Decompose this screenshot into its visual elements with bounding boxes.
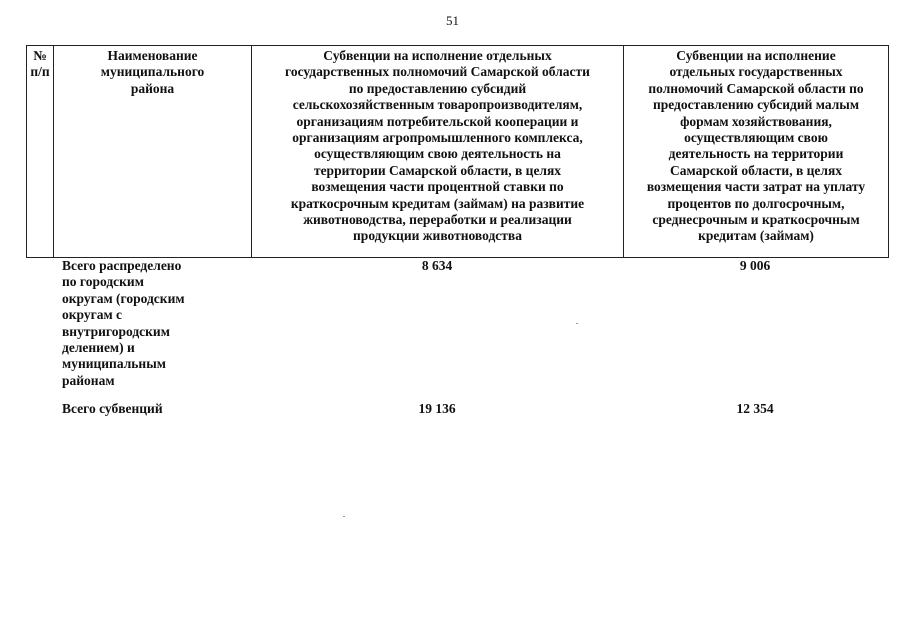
row-total-name: Всего субвенций xyxy=(62,401,163,416)
header-number-label: № п/п xyxy=(30,48,50,80)
header-name-label: Наименование муниципального района xyxy=(100,48,205,96)
row-distributed-col2-value: 9 006 xyxy=(739,258,771,273)
row-total-col2-value: 12 354 xyxy=(736,401,774,416)
header-subvention-livestock-cell xyxy=(252,46,624,257)
row-distributed-name: Всего распределено по городским округам (городским округам с внутригородским делением) и муниципальным районам xyxy=(62,258,185,388)
row-total-col1-value: 19 136 xyxy=(418,401,456,416)
scan-speck xyxy=(576,323,578,324)
row-distributed-col1-value: 8 634 xyxy=(421,258,453,273)
header-name-cell xyxy=(54,46,252,257)
table-header xyxy=(26,45,889,258)
scan-speck xyxy=(343,516,345,517)
header-number-cell xyxy=(27,46,54,257)
header-subvention-small-business-cell xyxy=(624,46,888,257)
table-row-distributed xyxy=(26,258,889,398)
header-subvention-livestock-label: Субвенции на исполнение отдельных государственных полномочий Самарской области по предоставлению субсидий сельскохозяйственным товаропроизводителям, организациям потребительской кооперации и организациям агропромышленного комплекса, осуществляющим свою деятельность на территории Самарской области, в целях возмещения части процентной ставки по краткосрочным кредитам (займам) на развитие животноводства, переработки и реализации продукции животноводства xyxy=(285,48,590,244)
header-subvention-small-business-label: Субвенции на исполнение отдельных государственных полномочий Самарской области по предоставлению субсидий малым формам хозяйствования, осуществляющим свою деятельность на территории Самарской области, в целях возмещения части затрат на уплату процентов по долгосрочным, среднесрочным и краткосрочным кредитам (займам) xyxy=(646,48,866,244)
table-row-total xyxy=(26,401,889,421)
page-number: 51 xyxy=(446,13,459,28)
